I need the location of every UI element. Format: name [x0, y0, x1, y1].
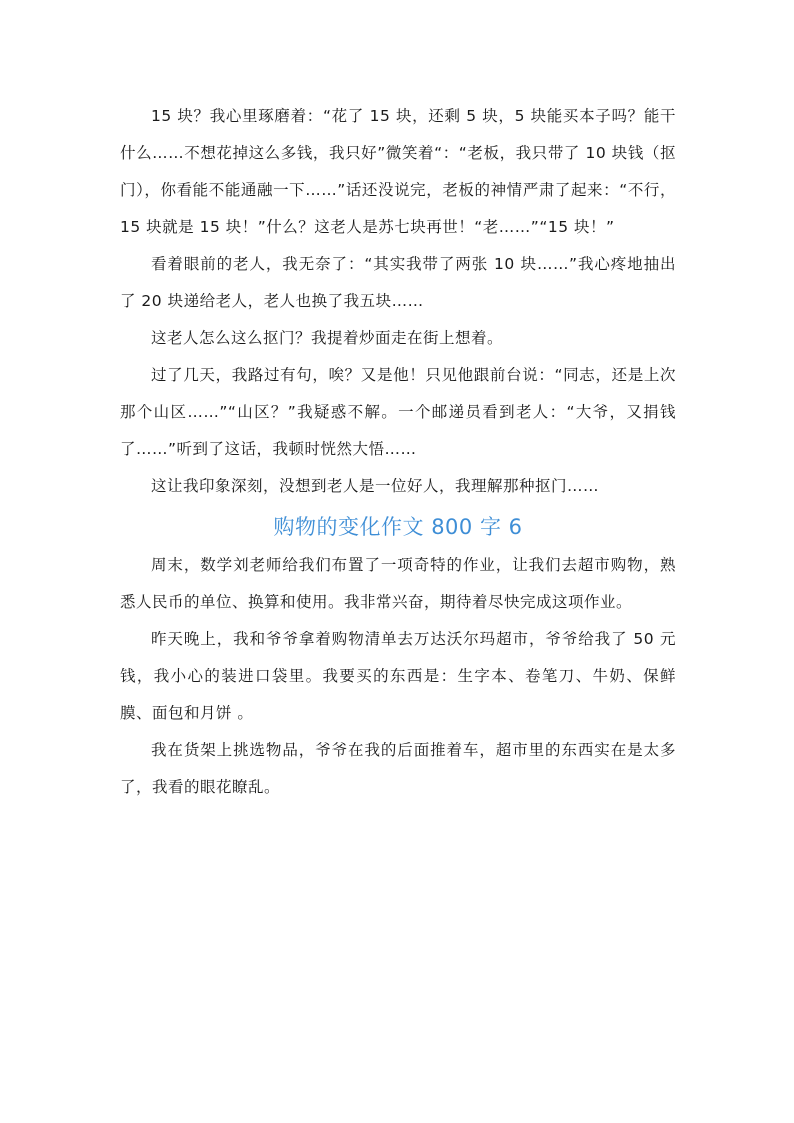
document-page [120, 98, 676, 806]
paragraph-6: 周末，数学刘老师给我们布置了一项奇特的作业，让我们去超市购物，熟悉人民币的单位、换算和使用。我非常兴奋，期待着尽快完成这项作业。 [120, 556, 676, 611]
paragraph-7: 昨天晚上，我和爷爷拿着购物清单去万达沃尔玛超市，爷爷给我了 50 元钱，我小心的装进口袋里。我要买的东西是：生字本、卷笔刀、牛奶、保鲜膜、面包和月饼 。 [120, 630, 676, 722]
paragraph-4: 过了几天，我路过有句，唉？又是他！只见他跟前台说：“同志，还是上次那个山区……”“山区？”我疑惑不解。一个邮递员看到老人：“大爷，又捐钱了……”听到了这话，我顿时恍然大悟…… [120, 366, 676, 458]
paragraph-8: 我在货架上挑选物品，爷爷在我的后面推着车，超市里的东西实在是太多了，我看的眼花瞭乱。 [120, 741, 676, 796]
paragraph-2: 看着眼前的老人，我无奈了：“其实我带了两张 10 块……”我心疼地抽出了 20 块递给老人，老人也换了我五块…… [120, 255, 676, 310]
section-heading: 购物的变化作文 800 字 6 [273, 515, 523, 539]
paragraph-3: 这老人怎么这么抠门？我提着炒面走在街上想着。 [151, 329, 504, 347]
paragraph-5: 这让我印象深刻，没想到老人是一位好人，我理解那种抠门…… [151, 477, 600, 495]
paragraph-1: 15 块？我心里琢磨着：“花了 15 块，还剩 5 块，5 块能买本子吗？能干什么……不想花掉这么多钱，我只好”微笑着“：“老板，我只带了 10 块钱（抠门），你看能不能通融一下……”话还没说完，老板的神情严肃了起来：“不行，15 块就是 15 块！”什么？这老人是苏七块再世！“老……”“15 块！” [120, 107, 676, 236]
